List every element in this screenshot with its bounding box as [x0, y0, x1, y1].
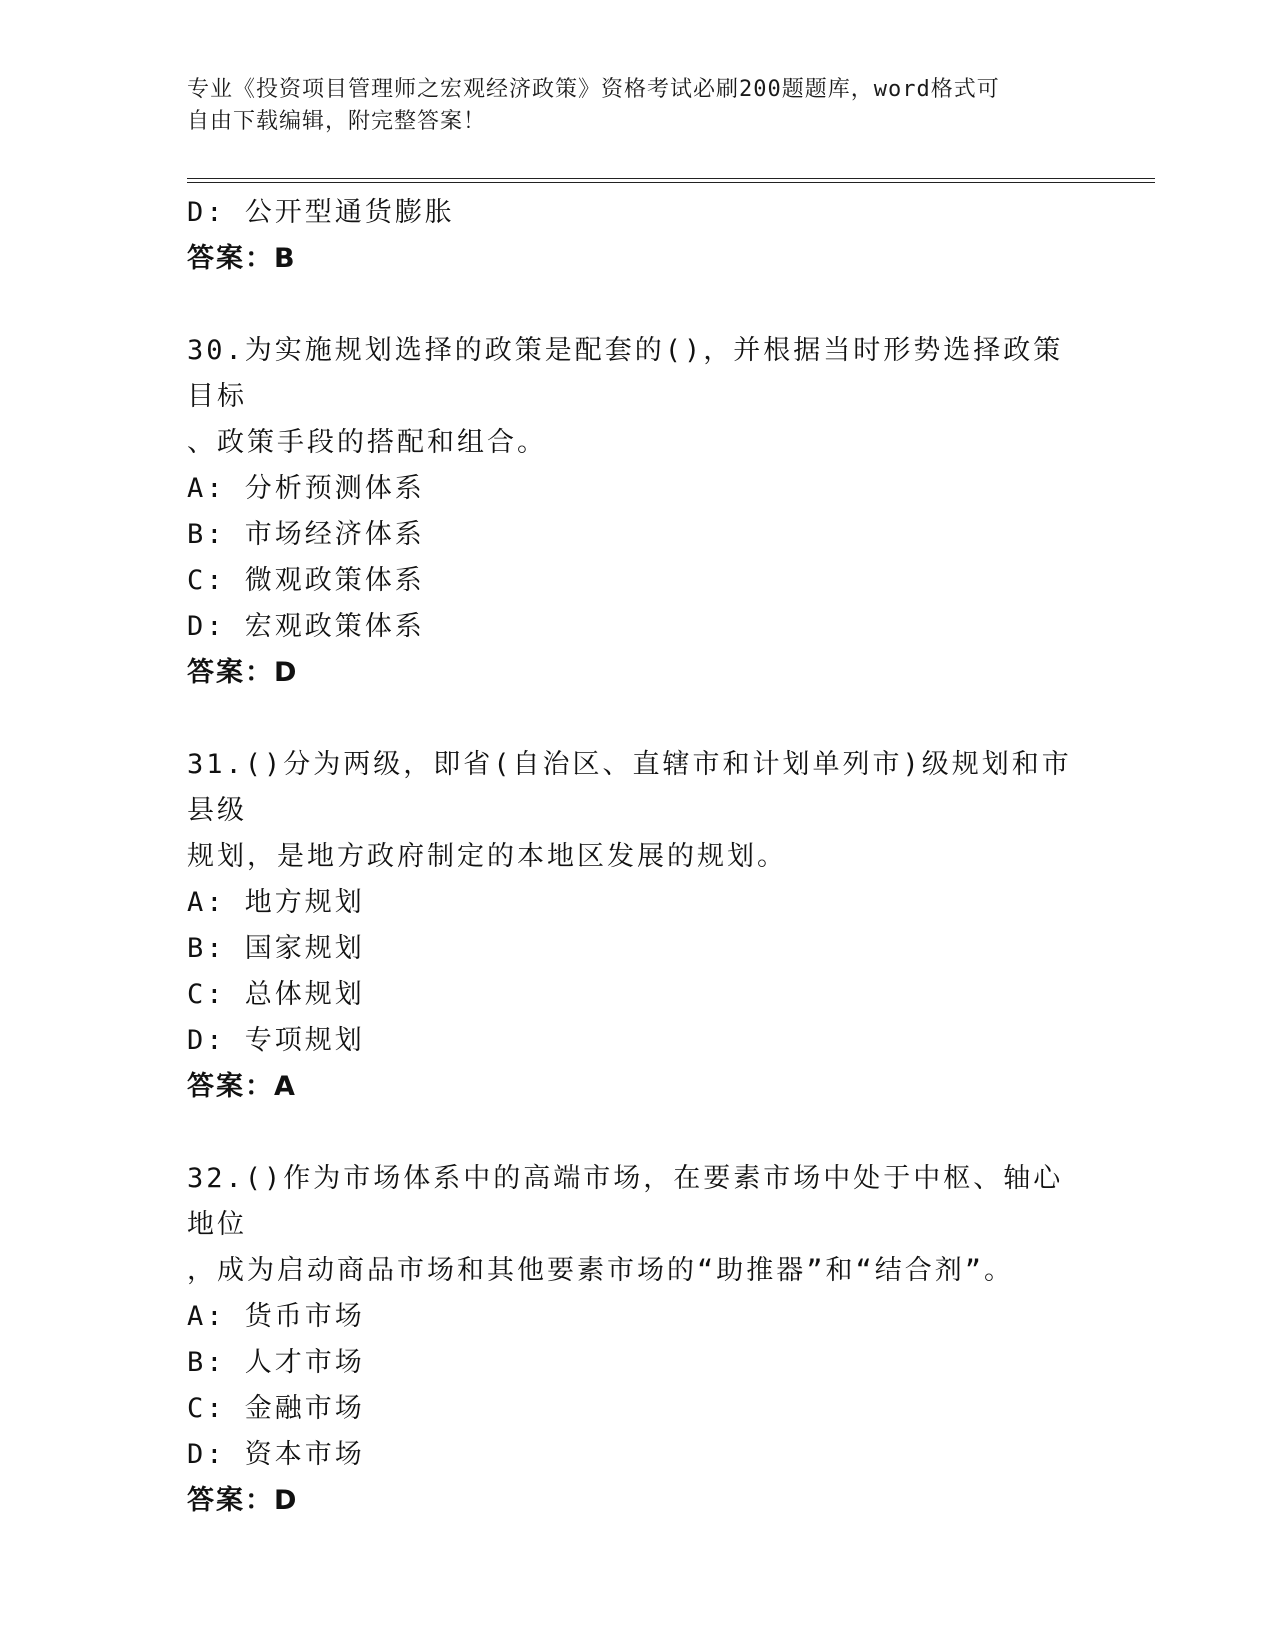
question-32 [187, 1156, 1087, 1524]
question-stem-line-2: ，成为启动商品市场和其他要素市场的“助推器”和“结合剂”。 [187, 1255, 1015, 1286]
header-divider-bottom [187, 182, 1155, 183]
answer-line: 答案：B [187, 243, 297, 274]
option-c: C: 总体规划 [187, 979, 365, 1010]
option-a: A: 货币市场 [187, 1301, 365, 1332]
answer-line: 答案：D [187, 1485, 299, 1516]
question-30 [187, 328, 1087, 696]
document-header [187, 74, 1087, 138]
question-stem [187, 742, 1087, 880]
question-stem [187, 1156, 1087, 1294]
question-stem-line-1: 30.为实施规划选择的政策是配套的()，并根据当时形势选择政策目标 [187, 335, 1064, 412]
option-d: D: 宏观政策体系 [187, 611, 425, 642]
option-b: B: 市场经济体系 [187, 519, 425, 550]
option-d: D: 专项规划 [187, 1025, 365, 1056]
question-stem-line-1: 32.()作为市场体系中的高端市场，在要素市场中处于中枢、轴心地位 [187, 1163, 1064, 1240]
answer-line: 答案：A [187, 1071, 297, 1102]
option-c: C: 金融市场 [187, 1393, 365, 1424]
option-c: C: 微观政策体系 [187, 565, 425, 596]
header-divider-top [187, 178, 1155, 179]
option-a: A: 地方规划 [187, 887, 365, 918]
option-b: B: 人才市场 [187, 1347, 365, 1378]
question-31 [187, 742, 1087, 1110]
question-list [187, 190, 1087, 1524]
option-b: B: 国家规划 [187, 933, 365, 964]
question-stem [187, 328, 1087, 466]
previous-question-tail [187, 190, 1087, 282]
header-line-2: 自由下载编辑，附完整答案！ [187, 109, 487, 134]
option-d: D: 公开型通货膨胀 [187, 197, 455, 228]
question-stem-line-1: 31.()分为两级，即省(自治区、直辖市和计划单列市)级规划和市县级 [187, 749, 1072, 826]
answer-line: 答案：D [187, 657, 299, 688]
question-stem-line-2: 规划，是地方政府制定的本地区发展的规划。 [187, 841, 787, 872]
option-d: D: 资本市场 [187, 1439, 365, 1470]
question-stem-line-2: 、政策手段的搭配和组合。 [187, 427, 547, 458]
header-line-1: 专业《投资项目管理师之宏观经济政策》资格考试必刷200题题库，word格式可 [187, 77, 1000, 102]
option-a: A: 分析预测体系 [187, 473, 425, 504]
